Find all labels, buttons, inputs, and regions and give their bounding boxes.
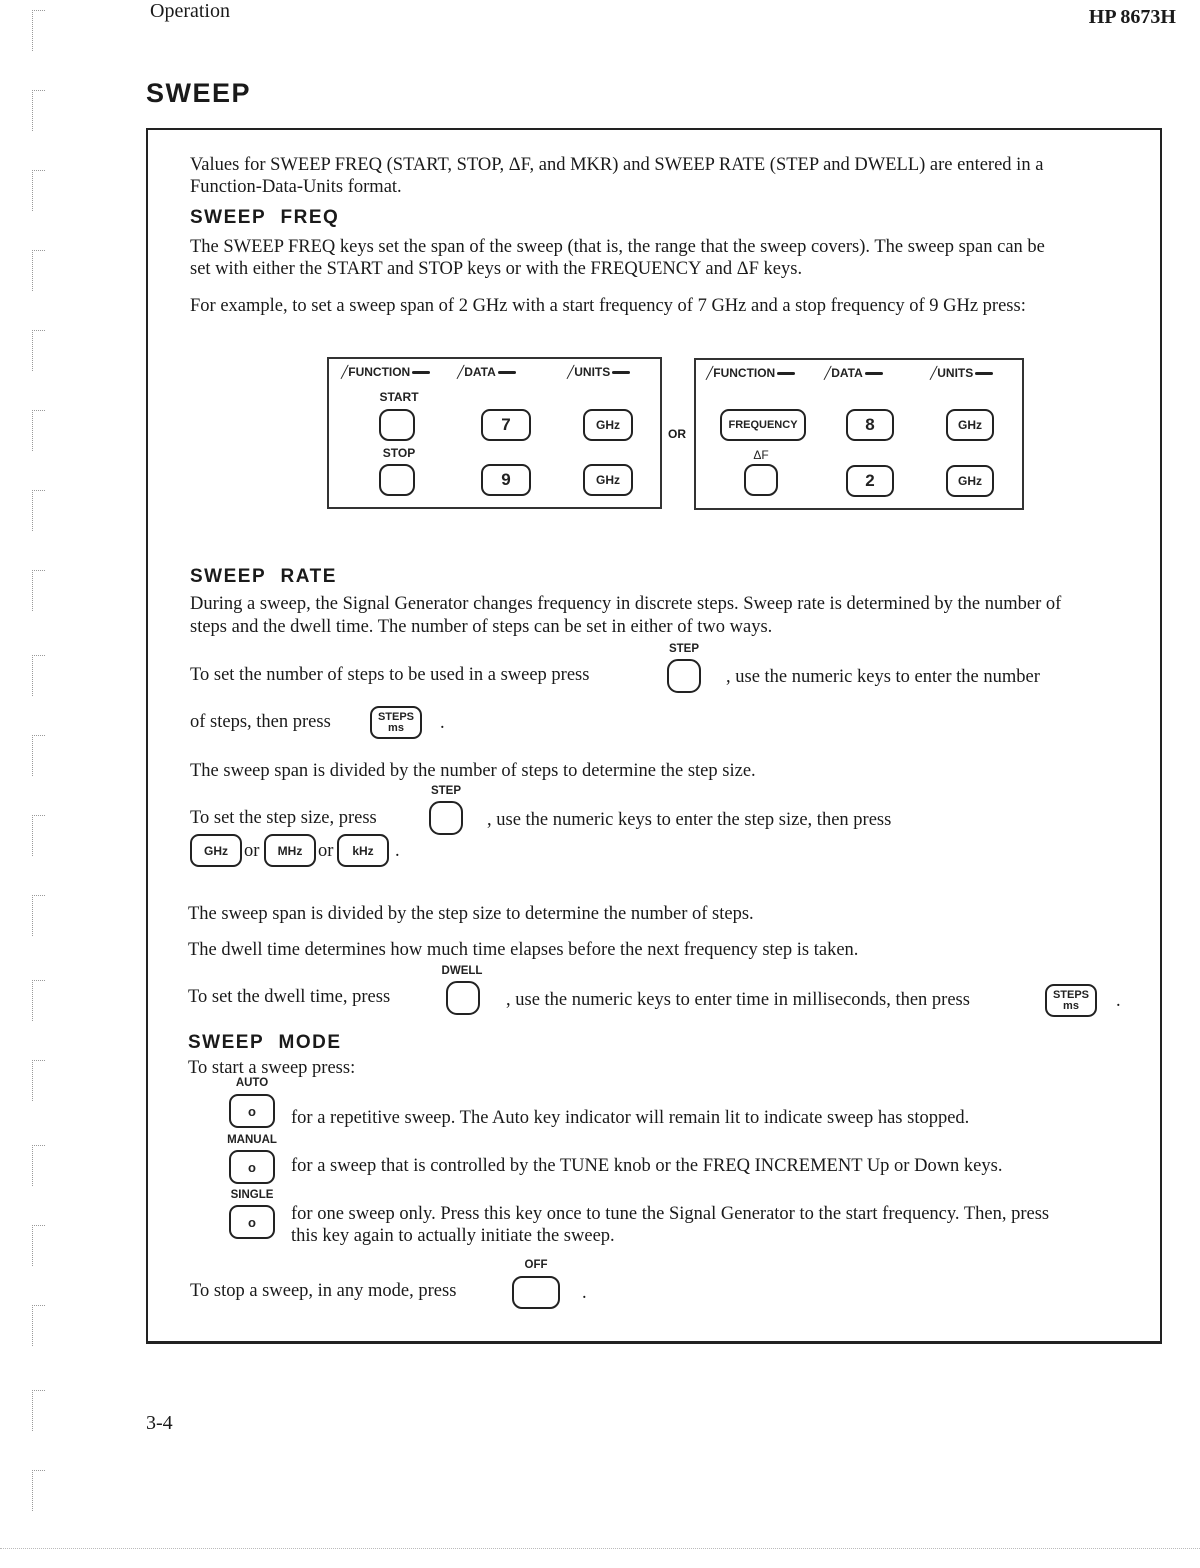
data-column-header: ╱ DATA [457,365,518,379]
sweep-freq-line-2: set with either the START and STOP keys or with the FREQUENCY and ΔF keys. [190,259,803,279]
or-text: or [244,841,260,861]
sweep-freq-heading: SWEEP FREQ [190,207,340,228]
steps-instruction-c: of steps, then press [190,712,331,732]
data-key-8[interactable]: 8 [846,409,894,441]
step-key-label: STEP [430,785,462,797]
dwell-instruction-b: , use the numeric keys to enter time in milliseconds, then press [506,990,970,1010]
sweep-rate-line-2: steps and the dwell time. The number of steps can be set in either of two ways. [190,617,773,637]
start-stop-diagram [327,357,662,509]
start-key-label: START [379,390,419,404]
off-key[interactable] [512,1276,560,1309]
sweep-mode-intro: To start a sweep press: [188,1058,356,1078]
or-label: OR [668,427,686,441]
auto-key[interactable]: o [229,1094,275,1128]
stop-key-label: STOP [382,446,416,460]
steps-ms-key-bottom: ms [1063,999,1079,1012]
ghz-key[interactable]: GHz [190,834,242,867]
frequency-key[interactable]: FREQUENCY [720,409,806,441]
stop-sweep-text: To stop a sweep, in any mode, press [190,1281,457,1301]
steps-ms-key-bottom: ms [388,721,404,734]
units-column-header: ╱ UNITS [567,365,632,379]
divided-by-size-text: The sweep span is divided by the step size to determine the number of steps. [188,904,754,924]
period: . [440,713,445,733]
dwell-description: The dwell time determines how much time elapses before the next frequency step is taken. [188,940,859,960]
manual-mode-text: for a sweep that is controlled by the TUNE knob or the FREQ INCREMENT Up or Down keys. [291,1156,1003,1176]
delta-f-key[interactable] [744,464,778,496]
start-key[interactable] [379,409,415,441]
data-key-9[interactable]: 9 [481,464,531,496]
auto-mode-text: for a repetitive sweep. The Auto key indicator will remain lit to indicate sweep has stopped. [291,1108,970,1128]
delta-f-key-label: ΔF [753,448,769,462]
period: . [395,841,400,861]
step-key-label: STEP [668,643,700,655]
header-section-label: Operation [150,0,230,22]
step-key[interactable] [429,801,463,835]
sweep-freq-line-1: The SWEEP FREQ keys set the span of the sweep (that is, the range that the sweep covers). The sweep span can be [190,237,1045,257]
step-size-instruction-a: To set the step size, press [190,808,377,828]
page-number: 3-4 [146,1412,173,1434]
intro-line-1: Values for SWEEP FREQ (START, STOP, ΔF, and MKR) and SWEEP RATE (STEP and DWELL) are entered in a [190,155,1044,175]
divided-by-steps-text: The sweep span is divided by the number of steps to determine the step size. [190,761,756,781]
ghz-key[interactable]: GHz [583,409,633,441]
period: . [1116,991,1121,1011]
function-column-header: ╱ FUNCTION [706,366,797,380]
frequency-deltaf-diagram [694,358,1024,510]
off-key-label: OFF [524,1259,548,1271]
data-key-2[interactable]: 2 [846,465,894,497]
period: . [582,1283,587,1303]
manual-key-label: MANUAL [227,1134,277,1146]
function-column-header: ╱ FUNCTION [341,365,432,379]
single-key-label: SINGLE [230,1189,274,1201]
steps-ms-key[interactable] [1045,984,1097,1017]
scan-edge-line [0,1548,1200,1549]
single-mode-text-2: this key again to actually initiate the sweep. [291,1226,615,1246]
dwell-key[interactable] [446,981,480,1015]
page-title: SWEEP [146,78,252,108]
dwell-instruction-a: To set the dwell time, press [188,987,391,1007]
ghz-key[interactable]: GHz [946,409,994,441]
sweep-rate-line-1: During a sweep, the Signal Generator changes frequency in discrete steps. Sweep rate is determined by the number of [190,594,1062,614]
sweep-mode-heading: SWEEP MODE [188,1032,342,1053]
units-column-header: ╱ UNITS [930,366,995,380]
single-mode-text: for one sweep only. Press this key once to tune the Signal Generator to the start frequency. Then, press [291,1204,1050,1224]
single-key[interactable]: o [229,1205,275,1239]
mhz-key[interactable]: MHz [264,834,316,867]
steps-instruction-a: To set the number of steps to be used in a sweep press [190,665,590,685]
steps-ms-key-top: STEPS [377,710,415,723]
auto-key-label: AUTO [235,1077,269,1089]
header-model-label: HP 8673H [1088,6,1176,28]
stop-key[interactable] [379,464,415,496]
sweep-freq-example: For example, to set a sweep span of 2 GHz with a start frequency of 7 GHz and a stop frequency of 9 GHz press: [190,296,1026,316]
manual-key[interactable]: o [229,1150,275,1184]
intro-line-2: Function-Data-Units format. [190,177,402,197]
ghz-key[interactable]: GHz [946,465,994,497]
step-size-instruction-b: , use the numeric keys to enter the step size, then press [487,810,892,830]
steps-ms-key[interactable] [370,706,422,739]
data-column-header: ╱ DATA [824,366,885,380]
or-text: or [318,841,334,861]
steps-instruction-b: , use the numeric keys to enter the number [726,667,1040,687]
step-key[interactable] [667,659,701,693]
sweep-rate-heading: SWEEP RATE [190,566,337,587]
data-key-7[interactable]: 7 [481,409,531,441]
dwell-key-label: DWELL [441,965,483,977]
khz-key[interactable]: kHz [337,834,389,867]
ghz-key[interactable]: GHz [583,464,633,496]
steps-ms-key-top: STEPS [1052,988,1090,1001]
